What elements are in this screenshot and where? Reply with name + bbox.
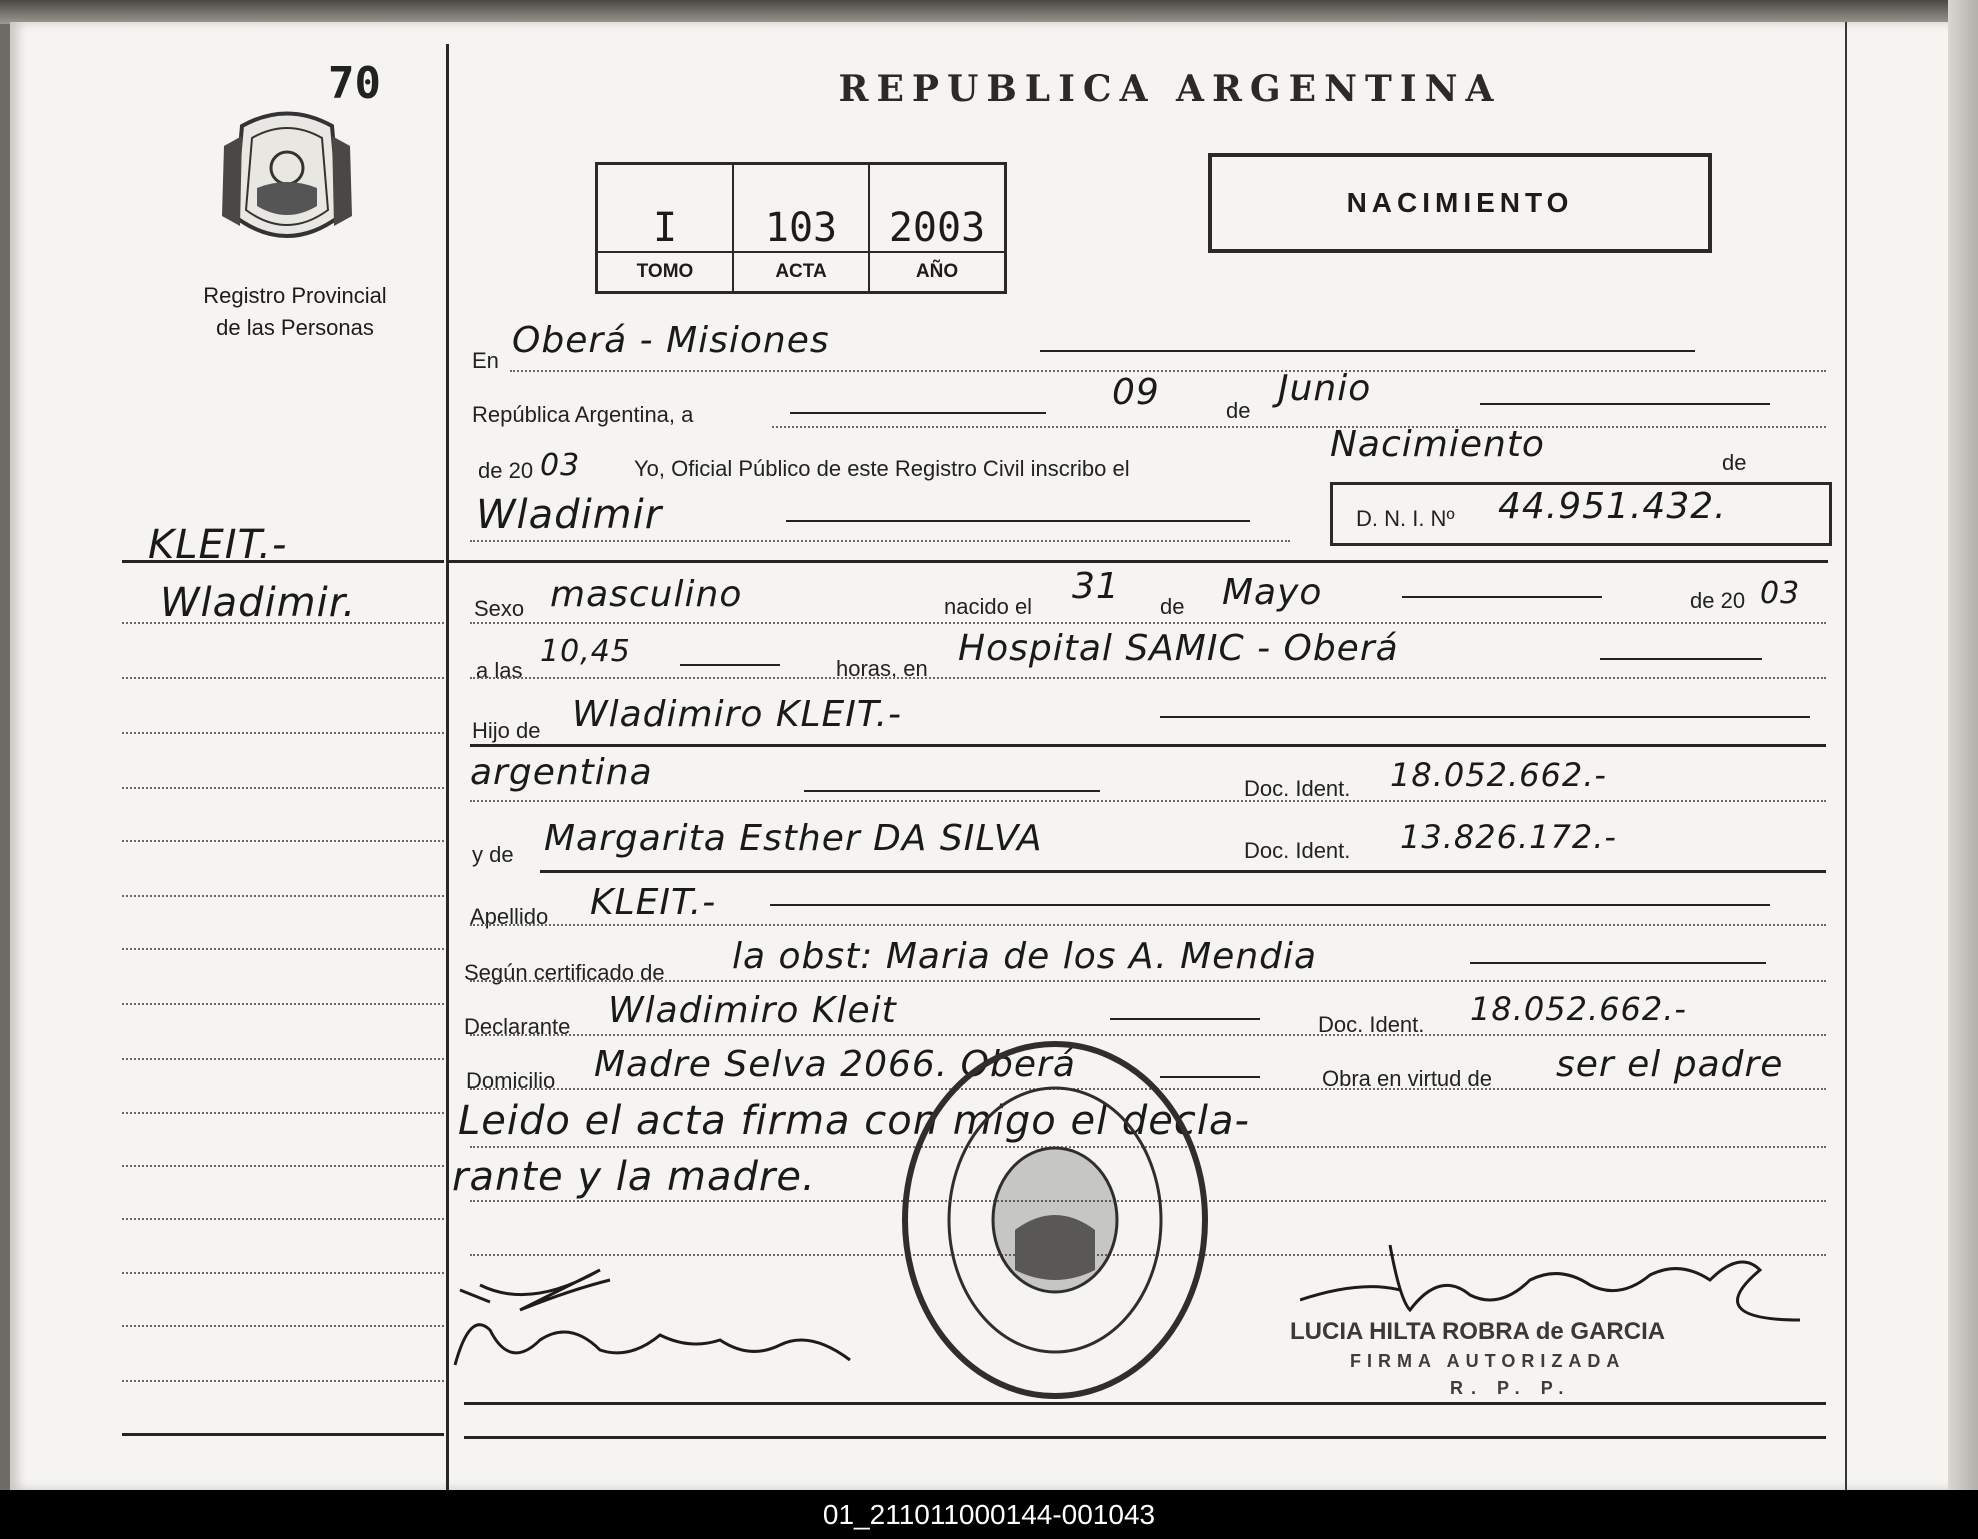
birth-day-field: 31 <box>1072 566 1120 607</box>
month-line <box>1480 403 1770 405</box>
segun-label: Según certificado de <box>464 960 665 985</box>
birth-year-label: de 20 <box>1690 588 1746 613</box>
doc-label-2: Doc. Ident. <box>1244 838 1351 863</box>
image-id-footer: 01_211011000144-001043 <box>0 1490 1978 1539</box>
father-field: Wladimiro KLEIT.- <box>572 694 903 735</box>
officer-text: Yo, Oficial Público de este Registro Civil inscribo el <box>634 456 1130 481</box>
month-field: Junio <box>1278 368 1372 409</box>
domicilio-field: Madre Selva 2066. Oberá <box>594 1044 1076 1085</box>
obra-label: Obra en virtud de <box>1322 1066 1492 1091</box>
y-de-label: y de <box>472 842 514 867</box>
anio-cell <box>870 165 1004 291</box>
registry-line-1: Registro Provincial <box>203 283 387 308</box>
acta-label: ACTA <box>734 251 868 291</box>
dot-line <box>772 426 1826 428</box>
acta-value: 103 <box>764 205 838 251</box>
apellido-field: KLEIT.- <box>590 882 717 923</box>
father-line <box>1160 716 1810 718</box>
book-top-edge <box>0 0 1978 24</box>
place-line <box>1040 350 1695 352</box>
date-line <box>790 412 1046 414</box>
page-right-border <box>1845 22 1847 1490</box>
doc-label: Doc. Ident. <box>1244 776 1351 801</box>
declarante-label: Declarante <box>464 1014 571 1039</box>
margin-dot-line <box>122 732 444 734</box>
page-number: 70 <box>328 58 381 109</box>
dot-line <box>470 980 1826 982</box>
section-rule <box>540 870 1826 873</box>
margin-dot-line <box>122 1325 444 1327</box>
year-label: de 20 <box>478 458 534 483</box>
dot-line <box>470 800 1826 802</box>
margin-dot-line <box>122 1003 444 1005</box>
place-line <box>1600 658 1762 660</box>
father-nationality: argentina <box>470 752 653 793</box>
margin-dot-line <box>122 1272 444 1274</box>
official-name: LUCIA HILTA ROBRA de GARCIA <box>1290 1318 1666 1345</box>
closing-line-1: Leido el acta firma con migo el decla- <box>458 1098 1250 1144</box>
republica-label: República Argentina, a <box>472 402 694 427</box>
tomo-cell <box>598 165 734 291</box>
official-signature-icon <box>1300 1240 1800 1330</box>
certifier-line <box>1470 962 1766 964</box>
margin-given-name: Wladimir. <box>160 580 357 626</box>
domicilio-label: Domicilio <box>466 1068 556 1093</box>
certifier-field: la obst: Maria de los A. Mendia <box>732 936 1318 977</box>
margin-dot-line <box>122 948 444 950</box>
margin-dot-line <box>122 895 444 897</box>
official-stamp-icon <box>885 1030 1225 1410</box>
tomo-label: TOMO <box>598 251 732 291</box>
margin-dot-line <box>122 787 444 789</box>
dot-line <box>510 370 1826 372</box>
acta-cell <box>734 165 870 291</box>
margin-dot-line <box>122 1058 444 1060</box>
tomo-value: I <box>652 205 678 251</box>
margin-dot-line <box>122 1112 444 1114</box>
provincial-seal-icon <box>222 106 352 256</box>
witness-signatures-icon <box>450 1250 890 1380</box>
a-las-label: a las <box>476 658 523 683</box>
apellido-label: Apellido <box>470 904 549 929</box>
margin-dot-line <box>122 1218 444 1220</box>
name-line <box>786 520 1250 522</box>
hijo-label: Hijo de <box>472 718 541 743</box>
declarante-field: Wladimiro Kleit <box>608 990 897 1031</box>
sexo-field: masculino <box>550 574 743 615</box>
child-name: Wladimir <box>476 492 663 538</box>
margin-dot-line <box>122 1165 444 1167</box>
section-rule <box>470 744 1826 747</box>
margin-surname: KLEIT.- <box>148 522 288 568</box>
dot-line <box>470 924 1826 926</box>
en-label: En <box>472 348 499 373</box>
de-label-3: de <box>1160 594 1185 619</box>
anio-value: 2003 <box>888 205 986 251</box>
sexo-label: Sexo <box>474 596 525 621</box>
de-label-2: de <box>1722 450 1747 475</box>
margin-dot-line <box>122 677 444 679</box>
section-rule <box>446 560 1828 563</box>
registry-name <box>150 280 440 344</box>
margin-dot-line <box>122 840 444 842</box>
dot-line <box>470 622 1826 624</box>
birth-month-field: Mayo <box>1222 572 1323 613</box>
acta-reference-box <box>595 162 1007 294</box>
day-field: 09 <box>1112 372 1160 413</box>
birth-place-field: Hospital SAMIC - Oberá <box>958 628 1399 669</box>
country-title: REPUBLICA ARGENTINA <box>838 68 1502 110</box>
margin-rule <box>122 1433 444 1436</box>
anio-label: AÑO <box>870 251 1004 291</box>
record-type-box: NACIMIENTO <box>1208 153 1712 253</box>
event-field: Nacimiento <box>1330 424 1545 465</box>
horas-label: horas, en <box>836 656 928 681</box>
father-doc-field: 18.052.662.- <box>1390 756 1607 794</box>
hour-line <box>680 664 780 666</box>
nacido-label: nacido el <box>944 594 1033 619</box>
declarante-line <box>1110 1018 1260 1020</box>
place-field: Oberá - Misiones <box>512 320 830 361</box>
official-org: R. P. P. <box>1450 1378 1572 1398</box>
registry-line-2: de las Personas <box>216 315 374 340</box>
margin-dot-line <box>122 622 444 624</box>
apellido-line <box>770 904 1770 906</box>
section-rule <box>464 1436 1826 1439</box>
book-right-edge <box>1948 0 1978 1490</box>
dni-field: 44.951.432. <box>1498 486 1727 527</box>
hour-field: 10,45 <box>540 634 631 669</box>
dot-line <box>470 540 1290 542</box>
nationality-line <box>804 790 1100 792</box>
mother-field: Margarita Esther DA SILVA <box>544 818 1043 859</box>
official-role: FIRMA AUTORIZADA <box>1350 1351 1626 1371</box>
declarante-doc-field: 18.052.662.- <box>1470 990 1687 1028</box>
margin-dot-line <box>122 1380 444 1382</box>
obra-field: ser el padre <box>1556 1044 1784 1085</box>
mother-doc-field: 13.826.172.- <box>1400 818 1617 856</box>
margin-divider <box>446 44 449 1490</box>
dni-label: D. N. I. Nº <box>1356 506 1455 531</box>
dot-line <box>470 677 1826 679</box>
de-label: de <box>1226 398 1251 423</box>
year-suffix: 03 <box>540 448 581 483</box>
month-line <box>1402 596 1602 598</box>
birth-year-suffix: 03 <box>1760 576 1801 611</box>
doc-label-3: Doc. Ident. <box>1318 1012 1425 1037</box>
closing-line-2: rante y la madre. <box>452 1154 816 1200</box>
